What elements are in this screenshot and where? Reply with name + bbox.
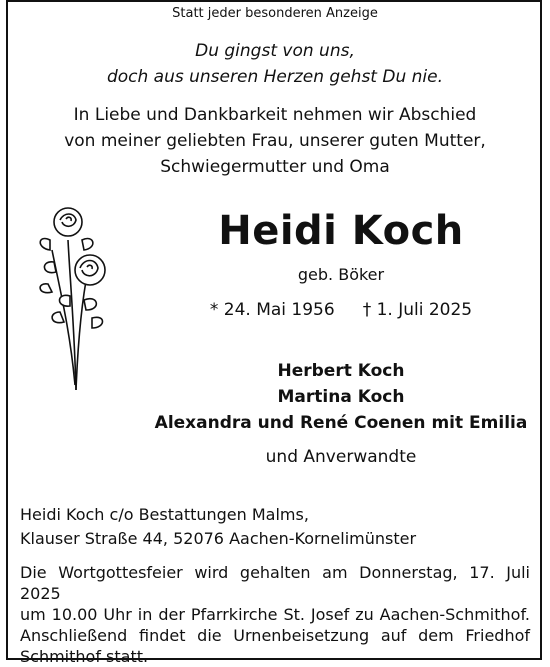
service-info bbox=[20, 562, 530, 667]
intro-line: In Liebe und Dankbarkeit nehmen wir Abschied bbox=[73, 105, 477, 125]
intro-text bbox=[0, 102, 550, 180]
life-dates bbox=[136, 300, 546, 320]
header-note: Statt jeder besonderen Anzeige bbox=[172, 6, 378, 21]
mourners-list bbox=[136, 358, 546, 436]
service-line: Schmithof statt. bbox=[20, 647, 149, 666]
verse-line: doch aus unseren Herzen gehst Du nie. bbox=[106, 67, 444, 87]
condolence-address bbox=[20, 503, 416, 551]
deceased-name: Heidi Koch bbox=[218, 208, 464, 254]
rose-bouquet-icon bbox=[30, 200, 120, 400]
service-line: um 10.00 Uhr in der Pfarrkirche St. Josef zu Aachen-Schmithof. bbox=[20, 605, 530, 624]
mourner: Martina Koch bbox=[277, 387, 405, 407]
intro-line: Schwiegermutter und Oma bbox=[160, 157, 390, 177]
address-line: Heidi Koch c/o Bestattungen Malms, bbox=[20, 505, 309, 524]
mourner: Herbert Koch bbox=[277, 361, 405, 381]
birth-date: * 24. Mai 1956 bbox=[209, 300, 335, 320]
verse bbox=[0, 38, 550, 90]
relatives-line: und Anverwandte bbox=[265, 447, 417, 467]
birth-name: geb. Böker bbox=[297, 265, 385, 284]
service-line: Anschließend findet die Urnenbeisetzung auf dem Friedhof bbox=[20, 626, 530, 645]
service-line: Die Wortgottesfeier wird gehalten am Donnerstag, 17. Juli 2025 bbox=[20, 563, 530, 603]
death-date: † 1. Juli 2025 bbox=[362, 300, 473, 320]
intro-line: von meiner geliebten Frau, unserer guten Mutter, bbox=[64, 131, 486, 151]
address-line: Klauser Straße 44, 52076 Aachen-Kornelimünster bbox=[20, 529, 417, 548]
mourner: Alexandra und René Coenen mit Emilia bbox=[154, 413, 528, 433]
verse-line: Du gingst von uns, bbox=[195, 41, 355, 61]
